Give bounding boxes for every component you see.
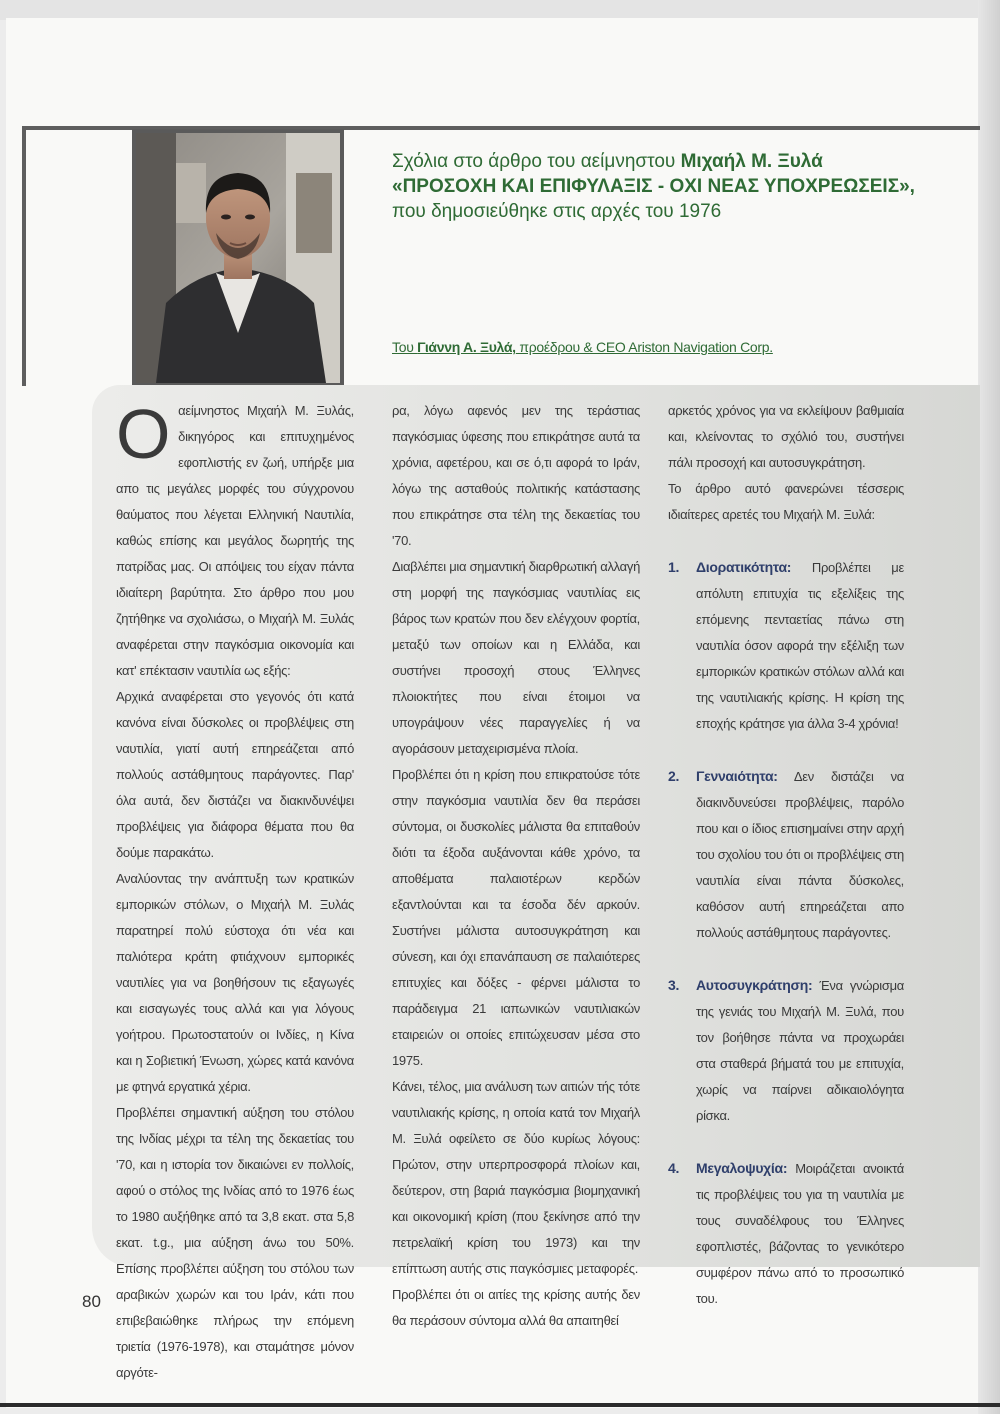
heading-line-3: που δημοσιεύθηκε στις αρχές του 1976 bbox=[392, 201, 722, 222]
virtue-text: Δεν διστάζει να διακινδυνεύσει προβλέψεις, παρόλο που και ο ίδιος επισημαίνει στην αρχή του σχολίου του ότι οι προβλέψεις στη ναυτιλία είναι πάντα δύσκολες, καθόσον αυτή επηρεάζεται απο πολλούς αστάθμητους παράγοντες. bbox=[696, 769, 904, 940]
byline-prefix: Του bbox=[392, 339, 418, 355]
spacer bbox=[668, 737, 904, 763]
portrait-image bbox=[136, 133, 340, 383]
virtue-number: 2. bbox=[668, 768, 680, 784]
paragraph: Αναλύοντας την ανάπτυξη των κρατικών εμπορικών στόλων, ο Μιχαήλ Μ. Ξυλάς παρατηρεί πολύ εύστοχα ότι νέα και παλιότερα κράτη φτιάχνουν εμπορικές ναυτιλίες για να βοηθήσουν τις εξαγωγές και εισαγωγές τους αλλά και για λόγους γοήτρου. Πρωτοστατούν οι Ινδίες, η Κίνα και η Σοβιετική Ένωση, χώρες κατά κανόνα με φτηνά εργατικά χέρια. bbox=[116, 871, 354, 1094]
paragraph: αείμνηστος Μιχαήλ Μ. Ξυλάς, δικηγόρος και επιτυχημένος εφοπλιστής εν ζωή, υπήρξε μια απο τις μεγάλες μορφές του σύγχρονου θαύματος που λέγεται Ελληνική Ναυτιλία, καθώς επίσης και μεγάλος δωρητής της πατρίδας μας. Οι απόψεις του είχαν πάντα ιδιαίτερη βαρύτητα. Στο άρθρο που μου ζητήθηκε να σχολιάσω, ο Μιχαήλ Μ. Ξυλάς αναφέρεται στην παγκόσμια οικονομία και κατ' επέκτασιν ναυτιλία ως εξής: bbox=[116, 403, 354, 678]
virtue-number: 4. bbox=[668, 1160, 680, 1176]
virtue-item bbox=[668, 972, 904, 1129]
paragraph: Το άρθρο αυτό φανερώνει τέσσερις ιδιαίτερες αρετές του Μιχαήλ Μ. Ξυλά: bbox=[668, 481, 904, 522]
spacer bbox=[668, 1129, 904, 1155]
virtue-term: Γενναιότητα: bbox=[696, 768, 778, 784]
left-rule bbox=[22, 126, 26, 386]
virtue-item bbox=[668, 554, 904, 737]
heading-article-title: «ΠΡΟΣΟΧΗ ΚΑΙ ΕΠΙΦΥΛΑΞΙΣ - ΟΧΙ ΝΕΑΣ ΥΠΟΧΡΕΩΣΕΙΣ», bbox=[392, 176, 915, 197]
virtue-text: Μοιράζεται ανοικτά τις προβλέψεις του για τη ναυτιλία με τους συναδέλφους του Έλληνες εφοπλιστές, βάζοντας το γενικότερο συμφέρον πάνω από το προσωπικό του. bbox=[696, 1161, 904, 1306]
virtue-term: Διορατικότητα: bbox=[696, 559, 792, 575]
heading-prefix: Σχόλια στο άρθρο του αείμνηστου bbox=[392, 151, 681, 172]
virtue-item bbox=[668, 1155, 904, 1312]
page-number: 80 bbox=[82, 1292, 101, 1311]
spacer bbox=[668, 946, 904, 972]
paragraph: Προβλέπει ότι η κρίση που επικρατούσε τότε στην παγκόσμια ναυτιλία δεν θα περάσει σύντομα, οι δυσκολίες μάλιστα θα επιταθούν διότι τα έξοδα αυξάνονται κάθε χρόνο, τα αποθέματα παλαιοτέρων κερδών εξαντλούνται και τα έσοδα δέν αρκούν. Συστήνει μάλιστα αυτοσυγκράτηση και σύνεση, και όχι επανάπαυση σε παλαιότερες επιτυχίες και δόξες - φέρνει μάλιστα το παράδειγμα 21 ιαπωνικών ναυτιλιακών εταιρειών οι οποίες επιτώχευσαν μέσα στο 1975. bbox=[392, 767, 640, 1068]
paragraph: ρα, λόγω αφενός μεν της τεράστιας παγκόσμιας ύφεσης που επικράτησε αυτά τα χρόνια, αφετέρου, και σε ό,τι αφορά το Ιράν, λόγω της ασταθούς πολιτικής κατάστασης που επικράτησε στα τέλη της δεκαετίας του '70. bbox=[392, 403, 640, 548]
paragraph: αρκετός χρόνος για να εκλείψουν βαθμιαία και, κλείνοντας το σχόλιό του, συστήνει πάλι προσοχή και αυτοσυγκράτηση. bbox=[668, 403, 904, 470]
paragraph: Αρχικά αναφέρεται στο γεγονός ότι κατά κανόνα είναι δύσκολες οι προβλέψεις στη ναυτιλία, γιατί αυτή επηρεάζεται από πολλούς αστάθμητους παράγοντες. Παρ' όλα αυτά, δεν διστάζει να διακινδυνέψει προβλέψεις για διάφορα θέματα που θα δούμε παρακάτω. bbox=[116, 689, 354, 860]
column-3 bbox=[668, 398, 904, 1312]
virtue-term: Αυτοσυγκράτηση: bbox=[696, 977, 813, 993]
byline bbox=[392, 339, 773, 355]
virtue-text: Προβλέπει με απόλυτη επιτυχία τις εξελίξεις της επόμενης πενταετίας πάνω στη ναυτιλία όσον αφορά την εξέλιξη των εμπορικών κρατικών στόλων αλλά και της ναυτιλιακής κρίσης. Η κρίση της εποχής κράτησε για άλλα 3-4 χρόνια! bbox=[696, 560, 904, 731]
virtue-term: Μεγαλοψυχία: bbox=[696, 1160, 788, 1176]
column-1 bbox=[116, 395, 354, 1386]
author-photo bbox=[132, 129, 344, 387]
drop-cap: Ο bbox=[116, 395, 171, 473]
virtue-number: 3. bbox=[668, 977, 680, 993]
heading-line-1 bbox=[392, 150, 952, 174]
paragraph: Διαβλέπει μια σημαντική διαρθρωτική αλλαγή στη μορφή της παγκόσμιας ναυτιλίας εις βάρος των κρατών που δεν ελέγχουν φορτία, μεταξύ των οποίων και η Ελλάδα, και συστήνει προσοχή στους Έλληνες πλοιοκτήτες που είναι έτοιμοι να υπογράψουν νέες παραγγελίες ή να αγοράσουν μεταχειρισμένα πλοία. bbox=[392, 559, 640, 756]
byline-author: Γιάννη Α. Ξυλά, bbox=[417, 339, 516, 355]
spacer bbox=[668, 528, 904, 554]
page-fold-shadow bbox=[978, 0, 1000, 1414]
column-2 bbox=[392, 398, 640, 1334]
heading-name: Μιχαήλ Μ. Ξυλά bbox=[680, 151, 823, 172]
paragraph: Προβλέπει ότι οι αιτίες της κρίσης αυτής δεν θα περάσουν σύντομα αλλά θα απαιτηθεί bbox=[392, 1287, 640, 1328]
page-edge bbox=[0, 0, 1000, 20]
bottom-rule bbox=[0, 1403, 1000, 1407]
paragraph: Κάνει, τέλος, μια ανάλυση των αιτιών τής τότε ναυτιλιακής κρίσης, η οποία κατά τον Μιχαήλ Μ. Ξυλά οφείλετο σε δύο κυρίως λόγους: Πρώτον, στην υπερπροσφορά πλοίων και, δεύτερον, στη βαριά παγκόσμια βιομηχανική και οικονομική κρίση (που ξεκίνησε από την πετρελαϊκή κρίση του 1973) και την επίπτωση αυτής στις παγκόσμιες μεταφορές. bbox=[392, 1079, 640, 1276]
paragraph: Προβλέπει σημαντική αύξηση του στόλου της Ινδίας μέχρι τα τέλη της δεκαετίας του '70, και η ιστορία τον δικαιώνει εν πολλοίς, αφού ο στόλος της Ινδίας από το 1976 έως το 1980 αυξήθηκε από τα 3,8 εκατ. στα 5,8 εκατ. t.g., μια αύξηση άνω του 50%. Επίσης προβλέπει αύξηση του στόλου των αραβικών χωρών και του Ιράν, κάτι που επιβεβαιώθηκε πλήρως την επόμενη τριετία (1976-1978), και σταμάτησε μόνον αργότε- bbox=[116, 1105, 354, 1380]
virtue-text: Ένα γνώρισμα της γενιάς του Μιχαήλ Μ. Ξυλά, που τον βοήθησε πάντα να προχωράει στα σταθερά βήματά του με επιτυχία, χωρίς να παίρνει αδικαιολόγητα ρίσκα. bbox=[696, 978, 904, 1123]
virtue-number: 1. bbox=[668, 559, 680, 575]
byline-role: προέδρου & CEO Ariston Navigation Corp. bbox=[515, 339, 773, 355]
article-heading bbox=[392, 150, 952, 224]
virtue-item bbox=[668, 763, 904, 946]
